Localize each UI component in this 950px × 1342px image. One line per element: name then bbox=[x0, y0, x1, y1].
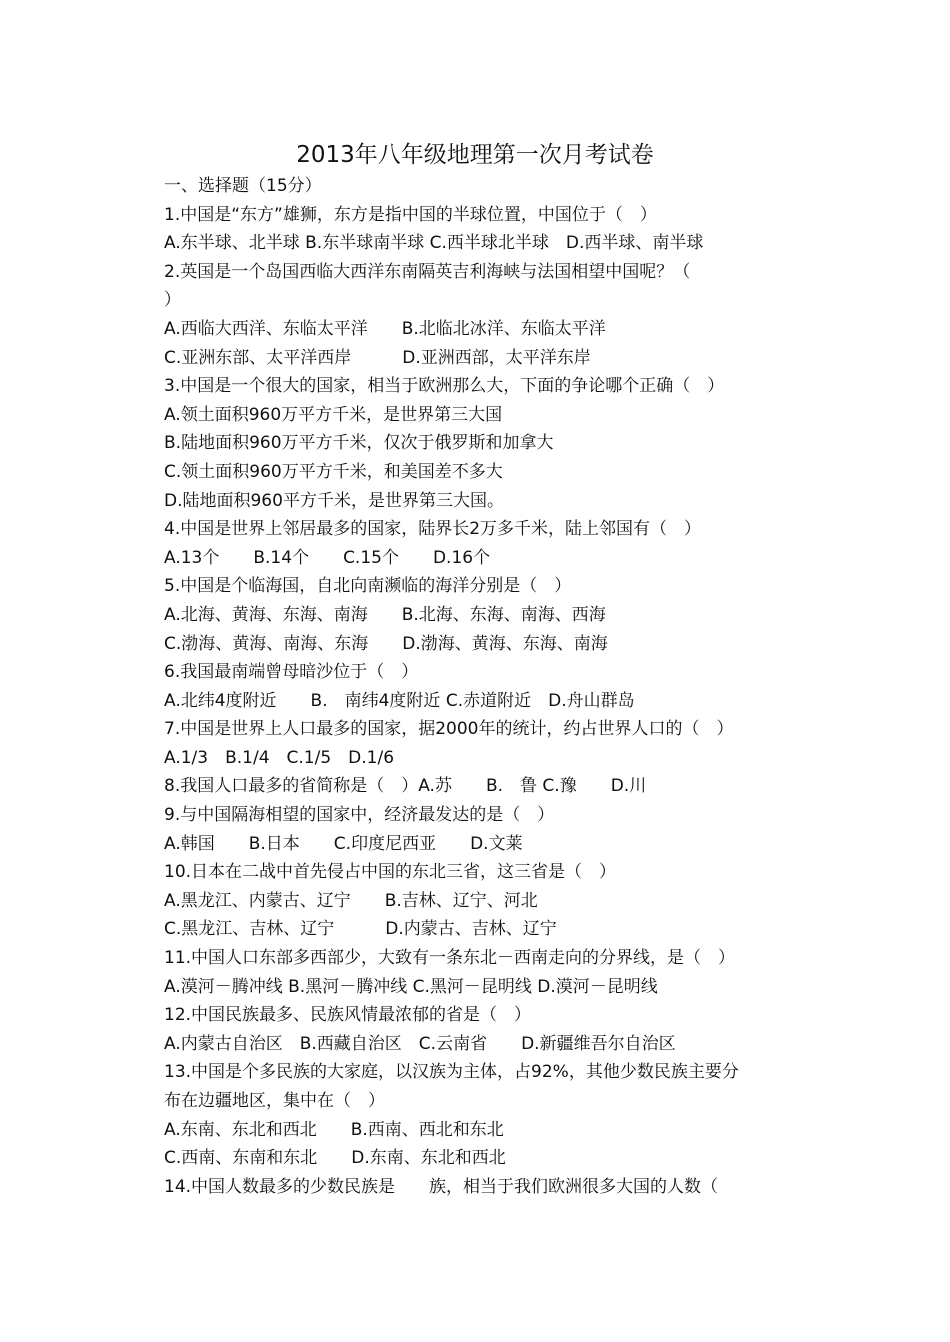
text-line: A.13个 B.14个 C.15个 D.16个 bbox=[164, 547, 491, 568]
text-line: 13.中国是个多民族的大家庭，以汉族为主体，占92%，其他少数民族主要分 bbox=[164, 1062, 739, 1083]
text-line: 11.中国人口东部多西部少，大致有一条东北－西南走向的分界线，是（ ） bbox=[164, 948, 736, 969]
text-line: C.西南、东南和东北 D.东南、东北和西北 bbox=[164, 1148, 506, 1169]
exam-title: 2013年八年级地理第一次月考试卷 bbox=[296, 142, 654, 168]
text-line: 5.中国是个临海国，自北向南濒临的海洋分别是（ ） bbox=[164, 576, 572, 597]
text-line: 一、选择题（15分） bbox=[164, 176, 322, 196]
text-line: A.领土面积960万平方千米，是世界第三大国 bbox=[164, 404, 503, 425]
text-line: A.西临大西洋、东临太平洋 B.北临北冰洋、东临太平洋 bbox=[164, 318, 606, 339]
text-line: A.北海、黄海、东海、南海 B.北海、东海、南海、西海 bbox=[164, 604, 606, 625]
text-line: C.黑龙江、吉林、辽宁 D.内蒙古、吉林、辽宁 bbox=[164, 919, 557, 940]
text-line: 6.我国最南端曾母暗沙位于（ ） bbox=[164, 662, 419, 683]
text-line: 9.与中国隔海相望的国家中，经济最发达的是（ ） bbox=[164, 805, 555, 826]
text-line: C.亚洲东部、太平洋西岸 D.亚洲西部，太平洋东岸 bbox=[164, 347, 591, 368]
text-line: A.东南、东北和西北 B.西南、西北和东北 bbox=[164, 1119, 504, 1140]
text-line: 3.中国是一个很大的国家，相当于欧洲那么大，下面的争论哪个正确（ ） bbox=[164, 376, 725, 397]
text-line: ） bbox=[164, 290, 181, 311]
text-line: A.1/3 B.1/4 C.1/5 D.1/6 bbox=[164, 747, 395, 768]
text-line: 2.英国是一个岛国西临大西洋东南隔英吉利海峡与法国相望中国呢？（ bbox=[164, 261, 691, 282]
exam-body bbox=[164, 172, 804, 1201]
text-line: 7.中国是世界上人口最多的国家，据2000年的统计，约占世界人口的（ ） bbox=[164, 719, 734, 740]
text-line: A.北纬4度附近 B. 南纬4度附近 C.赤道附近 D.舟山群岛 bbox=[164, 690, 635, 711]
text-line: 14.中国人数最多的少数民族是 族，相当于我们欧洲很多大国的人数（ bbox=[164, 1176, 719, 1197]
text-line: A.东半球、北半球 B.东半球南半球 C.西半球北半球 D.西半球、南半球 bbox=[164, 233, 704, 254]
text-line: C.领土面积960万平方千米，和美国差不多大 bbox=[164, 461, 503, 482]
text-line: 4.中国是世界上邻居最多的国家，陆界长2万多千米，陆上邻国有（ ） bbox=[164, 519, 702, 540]
text-line: B.陆地面积960万平方千米，仅次于俄罗斯和加拿大 bbox=[164, 433, 554, 454]
text-line: A.内蒙古自治区 B.西藏自治区 C.云南省 D.新疆维吾尔自治区 bbox=[164, 1033, 676, 1054]
text-line: A.黑龙江、内蒙古、辽宁 B.吉林、辽宁、河北 bbox=[164, 890, 538, 911]
text-line: 布在边疆地区，集中在（ ） bbox=[164, 1091, 385, 1111]
text-line: C.渤海、黄海、南海、东海 D.渤海、黄海、东海、南海 bbox=[164, 633, 608, 654]
text-line: A.韩国 B.日本 C.印度尼西亚 D.文莱 bbox=[164, 833, 523, 854]
text-line: D.陆地面积960平方千米，是世界第三大国。 bbox=[164, 490, 504, 511]
text-line: 12.中国民族最多、民族风情最浓郁的省是（ ） bbox=[164, 1005, 532, 1026]
text-line: A.漠河－腾冲线 B.黑河－腾冲线 C.黑河－昆明线 D.漠河－昆明线 bbox=[164, 976, 658, 997]
text-line: 8.我国人口最多的省简称是（ ）A.苏 B. 鲁 C.豫 D.川 bbox=[164, 776, 647, 797]
text-line: 10.日本在二战中首先侵占中国的东北三省，这三省是（ ） bbox=[164, 862, 617, 883]
text-line: 1.中国是“东方”雄狮，东方是指中国的半球位置，中国位于（ ） bbox=[164, 204, 657, 225]
